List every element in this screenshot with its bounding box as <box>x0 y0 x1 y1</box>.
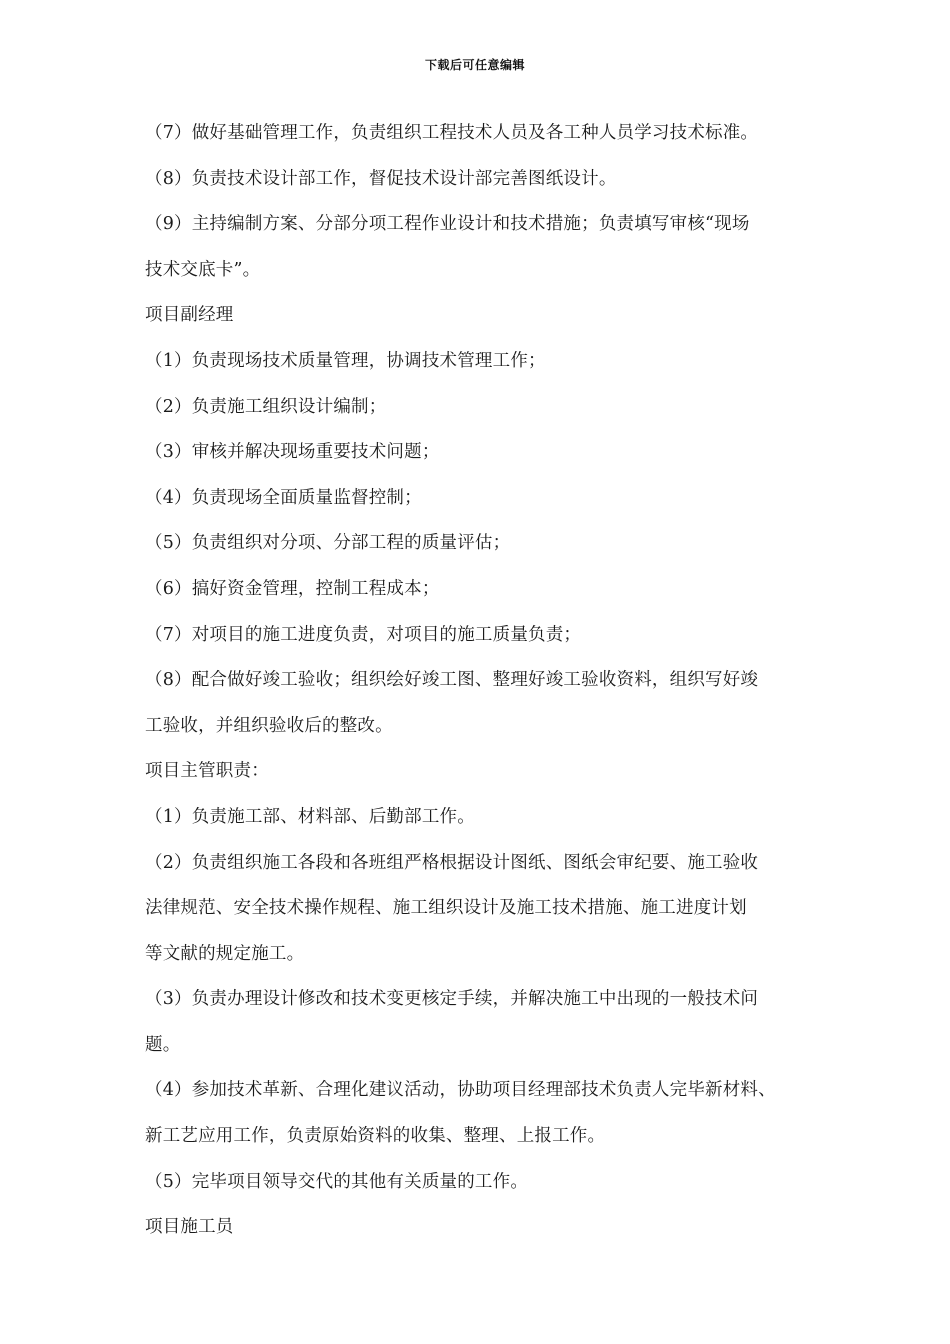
document-body <box>145 111 825 1251</box>
text-line: （9）主持编制方案、分部分项工程作业设计和技术措施；负责填写审核“现场 <box>145 214 750 235</box>
page-header: 下载后可任意编辑 <box>424 58 525 72</box>
text-line: （3）审核并解决现场重要技术问题； <box>145 442 440 463</box>
section-heading: 项目副经理 <box>145 305 234 326</box>
text-line: （2）负责组织施工各段和各班组严格根据设计图纸、图纸会审纪要、施工验收 <box>145 852 759 873</box>
text-line: （7）对项目的施工进度负责，对项目的施工质量负责； <box>145 624 582 645</box>
text-line: 等文献的规定施工。 <box>145 943 305 964</box>
text-line: （4）负责现场全面质量监督控制； <box>145 487 422 508</box>
text-line: （5）完毕项目领导交代的其他有关质量的工作。 <box>145 1171 529 1192</box>
text-line: 法律规范、安全技术操作规程、施工组织设计及施工技术措施、施工进度计划 <box>145 898 747 919</box>
section-heading: 项目主管职责： <box>145 761 269 782</box>
section-heading: 项目施工员 <box>145 1217 234 1238</box>
text-line: （2）负责施工组织设计编制； <box>145 396 387 417</box>
text-line: 技术交底卡”。 <box>145 259 261 280</box>
text-line: （1）负责现场技术质量管理，协调技术管理工作； <box>145 350 546 371</box>
text-line: 工验收，并组织验收后的整改。 <box>145 715 393 736</box>
text-line: （4）参加技术革新、合理化建议活动，协助项目经理部技术负责人完毕新材料、 <box>145 1080 776 1101</box>
text-line: （1）负责施工部、材料部、后勤部工作。 <box>145 806 475 827</box>
text-line: （6）搞好资金管理，控制工程成本； <box>145 578 440 599</box>
text-line: 题。 <box>145 1034 181 1055</box>
text-line: （3）负责办理设计修改和技术变更核定手续，并解决施工中出现的一般技术问 <box>145 989 759 1010</box>
text-line: 新工艺应用工作，负责原始资料的收集、整理、上报工作。 <box>145 1126 606 1147</box>
text-line: （8）负责技术设计部工作，督促技术设计部完善图纸设计。 <box>145 168 617 189</box>
text-line: （8）配合做好竣工验收；组织绘好竣工图、整理好竣工验收资料，组织写好竣 <box>145 670 759 691</box>
text-line: （7）做好基础管理工作，负责组织工程技术人员及各工种人员学习技术标准。 <box>145 123 759 143</box>
text-line: （5）负责组织对分项、分部工程的质量评估； <box>145 533 511 554</box>
